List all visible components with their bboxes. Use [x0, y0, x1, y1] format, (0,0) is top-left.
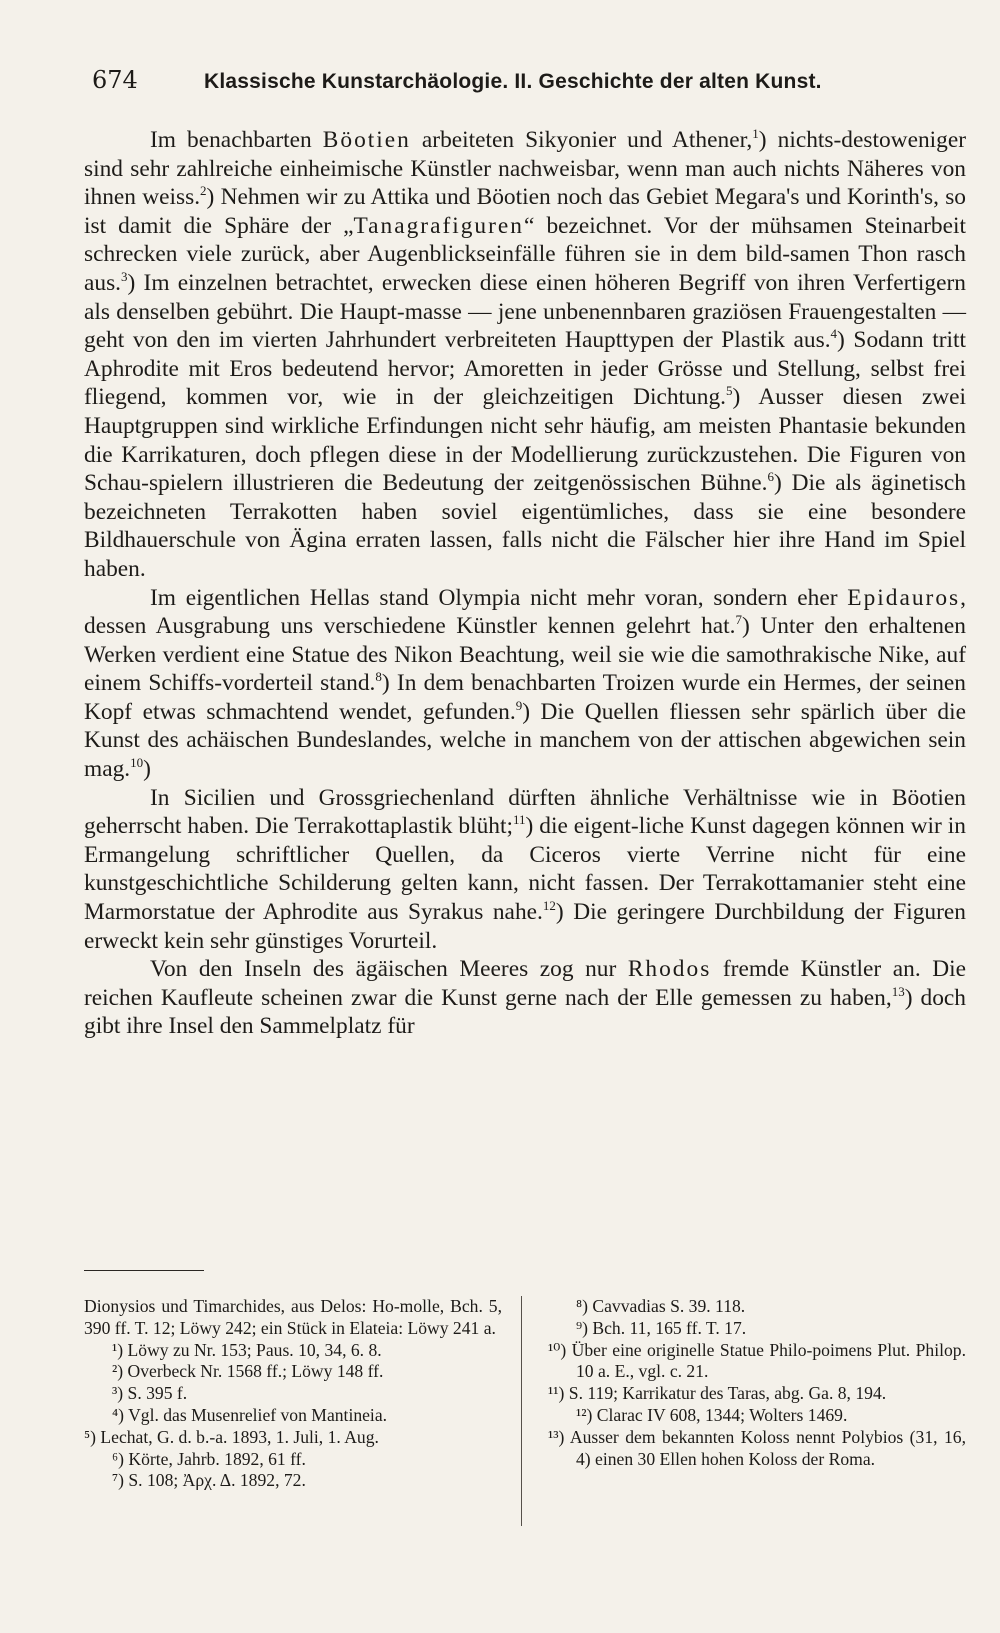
footnote-3: ³) S. 395 f.: [112, 1383, 188, 1404]
text-run: Im eigentlichen Hellas stand Olympia nicht mehr voran, sondern eher: [150, 584, 848, 611]
paragraph-1: [84, 126, 966, 584]
footnote-ref[interactable]: 2: [200, 183, 207, 199]
footnote-ref[interactable]: 11: [512, 812, 526, 828]
emphasis-spaced: Epidauros: [847, 584, 961, 611]
paragraph-3: [84, 784, 966, 956]
text-run: ): [143, 756, 151, 783]
footnote-ref[interactable]: 1: [752, 126, 759, 141]
paragraph-2: [84, 584, 966, 784]
footnote-ref[interactable]: 10: [130, 755, 144, 771]
footnote-13: ¹³) Ausser dem bekannten Koloss nennt Polybios (31, 16, 4) einen 30 Ellen hohen Koloss der Roma.: [548, 1426, 966, 1469]
footnote-ref[interactable]: 12: [542, 898, 556, 914]
footnote-ref[interactable]: 4: [830, 326, 838, 342]
footnote-ref[interactable]: 7: [735, 612, 743, 628]
page-header: [92, 66, 972, 106]
footnote-11: ¹¹) S. 119; Karrikatur des Taras, abg. Ga. 8, 194.: [548, 1383, 887, 1404]
footnote-ref[interactable]: 8: [375, 669, 382, 685]
footnote-intro: Dionysios und Timarchides, aus Delos: Ho-molle, Bch. 5, 390 ff. T. 12; Löwy 242; ein Stück in Elateia: Löwy 241 a.: [84, 1296, 502, 1338]
footnote-2: ²) Overbeck Nr. 1568 ff.; Löwy 148 ff.: [112, 1361, 384, 1382]
running-head: Klassische Kunstarchäologie. II. Geschichte der alten Kunst.: [204, 70, 822, 93]
footnotes-left-column: [84, 1296, 502, 1492]
main-text: [84, 126, 966, 1041]
text-run: arbeiteten Sikyonier und Athener,: [410, 127, 753, 153]
footnote-ref[interactable]: 6: [767, 469, 774, 485]
text-run: ) die eigent-liche Kunst dagegen können wir in Ermangelung schriftlicher Quellen, da Ciceros vierte Verrine nicht für eine kunstgeschichtliche Schilderung gelten kann, nicht fassen. Der Terrakottamanier steht eine Marmorstatue der Aphrodite aus Syrakus nahe.: [84, 813, 966, 926]
footnote-rule: [84, 1270, 204, 1271]
emphasis-spaced: Rhodos: [627, 956, 712, 983]
text-run: Im benachbarten: [150, 127, 323, 153]
footnote-5: ⁵) Lechat, G. d. b.-a. 1893, 1. Juli, 1. Aug.: [84, 1426, 379, 1447]
footnote-ref[interactable]: 13: [891, 983, 905, 999]
footnote-12: ¹²) Clarac IV 608, 1344; Wolters 1469.: [576, 1404, 848, 1425]
emphasis-spaced: Tanagrafiguren: [353, 212, 524, 239]
footnote-6: ⁶) Körte, Jahrb. 1892, 61 ff.: [112, 1448, 306, 1469]
footnote-9: ⁹) Bch. 11, 165 ff. T. 17.: [576, 1317, 747, 1338]
text-run: In Sicilien und Grossgriechenland dürften ähnliche Verhältnisse wie in Böotien geherrscht haben. Die Terrakottaplastik blüht;: [84, 784, 966, 840]
text-run: ) nichts-destoweniger sind sehr zahlreiche einheimische Künstler nachweisbar, wenn man auch nichts Näheres von ihnen weiss.: [84, 127, 967, 211]
text-run: ) Die als äginetisch bezeichneten Terrakotten haben soviel eigentümliches, dass sie eine besondere Bildhauerschule von Ägina erraten lassen, falls nicht die Fälscher hier ihre Hand im Spiel haben.: [84, 470, 966, 582]
footnote-ref[interactable]: 5: [726, 383, 733, 399]
footnote-ref[interactable]: 9: [515, 697, 523, 713]
text-run: ) Unter den erhaltenen Werken verdient eine Statue des Nikon Beachtung, weil sie wie die samothrakische Nike, auf einem Schiffs-vorderteil stand.: [84, 613, 966, 697]
footnote-4: ⁴) Vgl. das Musenrelief von Mantineia.: [112, 1404, 388, 1425]
text-run: Von den Inseln des ägäischen Meeres zog nur: [150, 956, 628, 983]
text-run: ) Im einzelnen betrachtet, erwecken diese einen höheren Begriff von ihren Verfertigern als denselben gebührt. Die Haupt-masse — jene unbenennbaren graziösen Frauengestalten — geht von den im vierten Jahrhundert verbreiteten Haupttypen der Plastik aus.: [84, 269, 966, 354]
text-run: ) Die Quellen fliessen sehr spärlich über die Kunst des achäischen Bundeslandes, welche in manchem von der attischen abgewichen sein mag.: [84, 698, 966, 783]
text-run: ) doch gibt ihre Insel den Sammelplatz für: [84, 984, 966, 1040]
footnote-ref[interactable]: 3: [121, 268, 128, 284]
text-run: ) In dem benachbarten Troizen wurde ein Hermes, der seinen Kopf etwas schmachtend wendet, gefunden.: [84, 670, 966, 725]
text-run: “ bezeichnet. Vor der mühsamen Steinarbeit schrecken viele zurück, aber Augenblickseinfälle führen sie in dem bild-samen Thon rasch aus.: [84, 212, 967, 296]
footnotes-right-column: [548, 1296, 966, 1492]
page-number: 674: [92, 66, 138, 94]
text-run: ) Die geringere Durchbildung der Figuren erweckt kein sehr günstiges Vorurteil.: [84, 899, 966, 954]
emphasis-spaced: Böotien: [322, 127, 411, 153]
text-run: ) Nehmen wir zu Attika und Böotien noch das Gebiet Megara's und Korinth's, so ist damit die Sphäre der „: [84, 184, 967, 239]
footnotes: [84, 1296, 966, 1492]
footnote-8: ⁸) Cavvadias S. 39. 118.: [576, 1296, 746, 1316]
text-run: , dessen Ausgrabung uns verschiedene Künstler kennen gelehrt hat.: [84, 584, 966, 640]
footnote-10: ¹⁰) Über eine originelle Statue Philo-poimens Plut. Philop. 10 a. E., vgl. c. 21.: [548, 1339, 966, 1382]
text-run: ) Sodann tritt Aphrodite mit Eros bedeutend hervor; Amoretten in jeder Grösse und Stellung, selbst frei fliegend, kommen vor, wie in der gleichzeitigen Dichtung.: [84, 327, 966, 411]
text-run: ) Ausser diesen zwei Hauptgruppen sind wirkliche Erfindungen nicht sehr häufig, am meisten Phantasie bekunden die Karrikaturen, doch pflegen diese in der Modellierung zurückzustehen. Die Figuren von Schau-spielern illustrieren die Bedeutung der zeitgenössischen Bühne.: [84, 384, 967, 497]
text-run: fremde Künstler an. Die reichen Kaufleute scheinen zwar die Kunst gerne nach der Elle gemessen zu haben,: [84, 956, 967, 1011]
paragraph-4: [84, 955, 966, 1041]
footnote-7: ⁷) S. 108; Ἀρχ. Δ. 1892, 72.: [112, 1470, 306, 1491]
footnote-1: ¹) Löwy zu Nr. 153; Paus. 10, 34, 6. 8.: [112, 1339, 382, 1360]
